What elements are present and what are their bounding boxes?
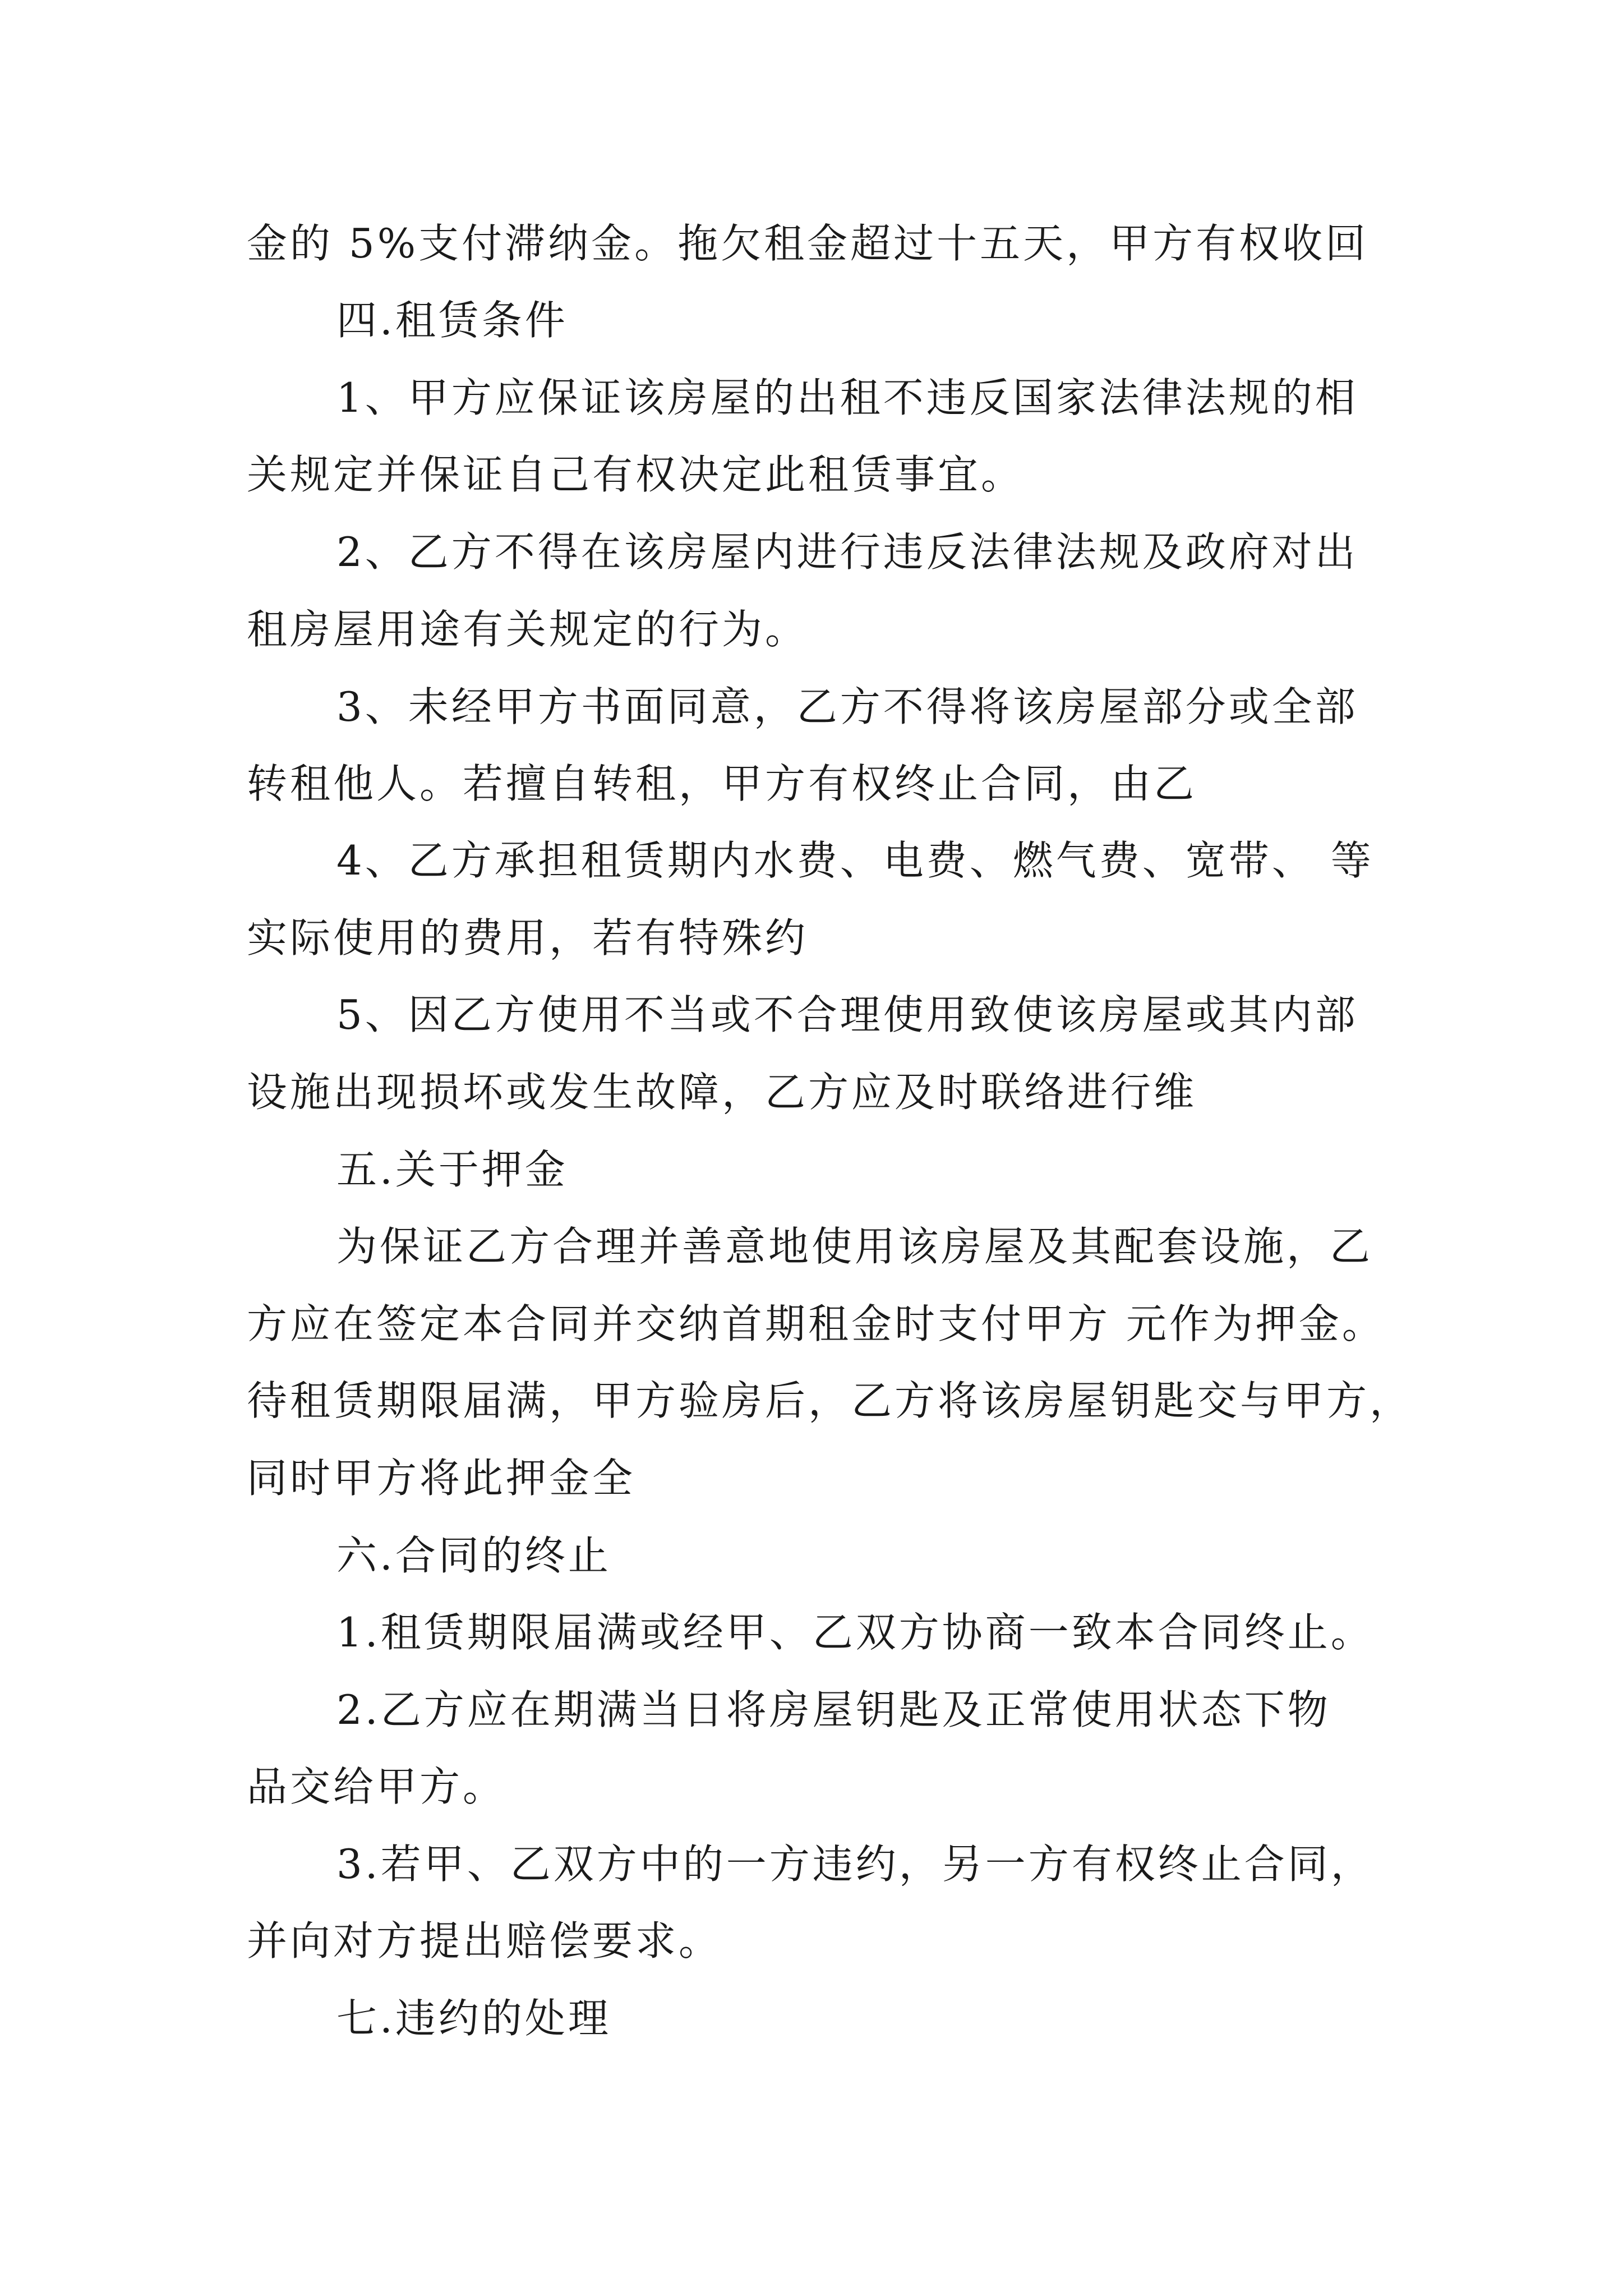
- text-line: 租房屋用途有关规定的行为。: [247, 606, 809, 653]
- text-line: 3、未经甲方书面同意，乙方不得将该房屋部分或全部: [336, 683, 1358, 730]
- text-line: 为保证乙方合理并善意地使用该房屋及其配套设施，乙: [336, 1223, 1373, 1270]
- text-line: 实际使用的费用，若有特殊约: [247, 914, 809, 961]
- section-heading: 四.租赁条件: [336, 297, 568, 344]
- section-heading: 五.关于押金: [336, 1146, 568, 1193]
- text-line: 4、乙方承担租赁期内水费、电费、燃气费、宽带、 等: [336, 837, 1374, 884]
- text-line: 转租他人。若擅自转租，甲方有权终止合同，由乙: [247, 760, 1197, 807]
- text-line: 品交给甲方。: [247, 1763, 506, 1810]
- text-line: 并向对方提出赔偿要求。: [247, 1917, 722, 1964]
- text-line: 5、因乙方使用不当或不合理使用致使该房屋或其内部: [336, 991, 1358, 1038]
- text-line: 设施出现损坏或发生故障，乙方应及时联络进行维: [247, 1069, 1197, 1116]
- text-line: 3.若甲、乙双方中的一方违约，另一方有权终止合同，: [336, 1841, 1374, 1888]
- text-line: 2、乙方不得在该房屋内进行违反法律法规及政府对出: [336, 528, 1358, 576]
- section-heading: 六.合同的终止: [336, 1532, 611, 1579]
- section-heading: 七.违约的处理: [336, 1995, 611, 2042]
- text-line: 金的 5%支付滞纳金。拖欠租金超过十五天，甲方有权收回: [247, 220, 1369, 267]
- text-line: 同时甲方将此押金全: [247, 1455, 636, 1502]
- text-line: 关规定并保证自己有权决定此租赁事宜。: [247, 451, 1025, 498]
- text-line: 待租赁期限届满，甲方验房后，乙方将该房屋钥匙交与甲方，: [247, 1377, 1413, 1424]
- text-line: 方应在签定本合同并交纳首期租金时支付甲方 元作为押金。: [247, 1300, 1385, 1347]
- text-line: 1、甲方应保证该房屋的出租不违反国家法律法规的相: [336, 374, 1358, 421]
- text-line: 1.租赁期限届满或经甲、乙双方协商一致本合同终止。: [336, 1609, 1374, 1656]
- text-line: 2.乙方应在期满当日将房屋钥匙及正常使用状态下物: [336, 1686, 1331, 1733]
